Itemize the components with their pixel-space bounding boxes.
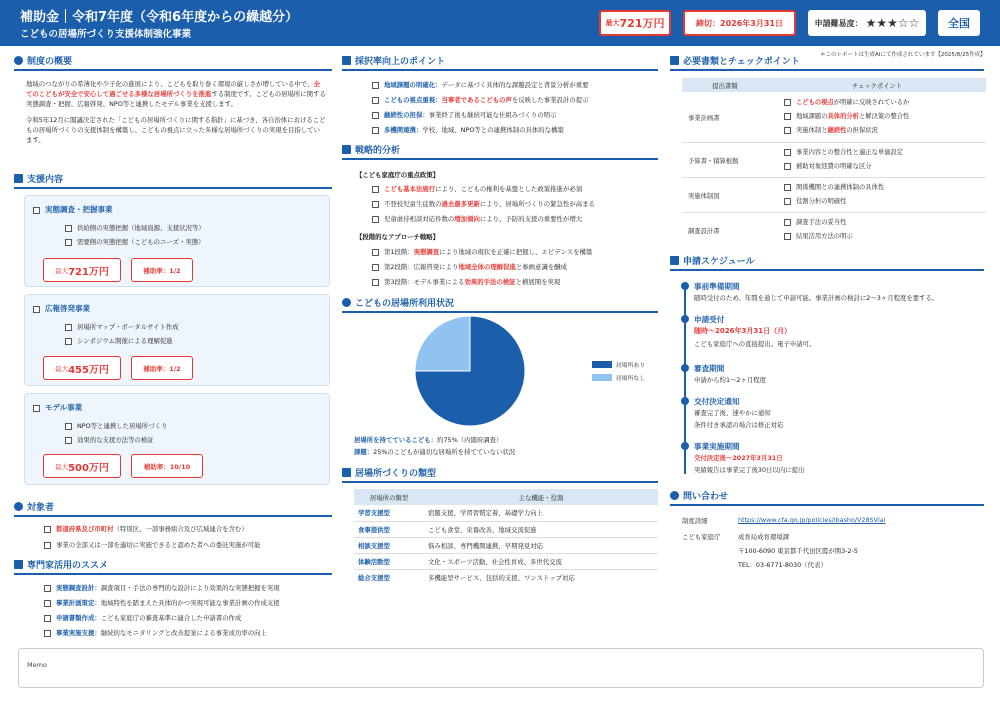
- phone-icon: [670, 491, 679, 500]
- table-header: [354, 489, 658, 505]
- point-item: こどもの視点重視：当事者であるこどもの声を反映した事業設計の提示: [372, 95, 589, 104]
- col-header: チェックポイント: [851, 82, 903, 90]
- usage-issue: 課題：25%のこどもが適切な居場所を持てていない状況: [354, 448, 516, 456]
- expert-item: 事業実施支援：継続的なモニタリングと改善提案による事業成功率の向上: [44, 628, 267, 637]
- rate-pill: 補助率：1/2: [131, 356, 193, 380]
- strategy-heading: 戦略的分析: [342, 143, 658, 160]
- expert-heading: 専門家活用のススメ: [14, 558, 332, 575]
- difficulty-stars: ★★★☆☆: [865, 16, 920, 30]
- legend-swatch: [592, 361, 612, 368]
- table-row: 相談支援型 悩み相談、専門機関連携、早期発見対応: [354, 537, 658, 553]
- table-row: 調査設計書 調査手法の妥当性 結果活用方法の明示: [682, 213, 986, 248]
- region-badge: 全国: [938, 10, 980, 36]
- contact-tel: TEL：03-6771-8030（代表）: [738, 561, 827, 569]
- amount-pill: 最大 721万円: [43, 258, 121, 282]
- col-header: 居場所の類型: [369, 493, 409, 502]
- overview-text: 地域のつながりの希薄化や少子化の進展により、こどもを取り巻く環境の厳しさが増している中で、全てのこどもが安全で安心して過ごせる多様な居場所づくりを推進する制度です。こどもの居場所に関する実態調査・把握、広報啓発、NPO等と連携したモデル事業を支援します。: [26, 80, 326, 108]
- card-item: NPO等と連携した居場所づくり: [65, 421, 167, 430]
- policy-item: 児童虐待相談対応件数の増加傾向により、予防的支援の重要性が増大: [372, 214, 582, 223]
- timeline-dot: [681, 364, 689, 372]
- building-icon: [342, 468, 351, 477]
- target-heading: 対象者: [14, 500, 332, 517]
- legend-label: 居場所なし: [616, 376, 645, 382]
- legend-label: 居場所あり: [616, 363, 645, 369]
- points-heading: 採択率向上のポイント: [342, 54, 658, 71]
- timeline-highlight: 交付決定後〜2027年3月31日: [694, 454, 783, 462]
- overview-text-2: 令和5年12月に閣議決定された「こどもの居場所づくりに関する指針」に基づき、各自治体におけるこどもの居場所づくりの支援体制を構築し、こどもの視点に立った多様な居場所づくりの実現を目指しています。: [26, 116, 326, 144]
- expert-item: 事業計画策定：地域特性を踏まえた具体的かつ実現可能な事業計画の作成支援: [44, 598, 280, 607]
- support-heading: 支援内容: [14, 172, 332, 189]
- table-header: [682, 78, 986, 92]
- timeline-desc: こども家庭庁への直接提出。電子申請可。: [694, 340, 816, 348]
- timeline-desc: 実績報告は事業完了後30日以内に提出: [694, 466, 805, 474]
- amount-pill: 最大 500万円: [43, 454, 121, 478]
- timeline-highlight: 随時〜2026年3月31日（月）: [694, 327, 792, 335]
- timeline-title: 交付決定通知: [694, 397, 740, 406]
- timeline-title: 事業実施期間: [694, 442, 740, 451]
- timeline-desc: 申請から約1〜2ヶ月程度: [694, 376, 767, 384]
- expert-item: 申請書類作成：こども家庭庁の審査基準に適合した申請書の作成: [44, 613, 241, 622]
- left-column: [14, 54, 332, 145]
- timeline-title: 事前準備期間: [694, 282, 740, 291]
- types-table: [354, 489, 658, 585]
- timeline-desc: 随時受付のため、年間を通じて申請可能。事業計画の検討に2〜3ヶ月程度を要する。: [694, 294, 939, 302]
- timeline-desc: 審査完了後、速やかに通知: [694, 409, 771, 417]
- contact-org: 成育局成育環境課: [738, 533, 790, 541]
- table-row: 学習支援型 宿題支援、学習習慣定着、基礎学力向上: [354, 505, 658, 521]
- policy-item: 不登校児童生徒数の過去最多更新により、居場所づくりの緊急性が高まる: [372, 199, 595, 208]
- support-card-model: [24, 393, 330, 485]
- usage-stat: 居場所を持てているこども：約75%（内閣府調査）: [354, 436, 503, 444]
- rate-pill: 補助率：1/2: [131, 258, 193, 282]
- policy-item: こども基本法施行により、こどもの権利を基盤とした政策推進が必須: [372, 184, 582, 193]
- card-item: 居場所マップ・ポータルサイト作成: [65, 322, 179, 331]
- table-row: 予算書・積算根拠 事業内容との整合性と適正な単価設定 補助対象経費の明確な区分: [682, 143, 986, 178]
- difficulty-badge: 申請難易度： ★★★☆☆: [808, 10, 926, 36]
- amount-pill: 最大 455万円: [43, 356, 121, 380]
- card-item: 効果的な支援方法等の検証: [65, 435, 154, 444]
- usage-pie-chart: [400, 314, 540, 430]
- deadline-badge: 締切：2026年3月31日: [683, 10, 796, 36]
- pin-icon: [342, 56, 351, 65]
- approach-item: 第3段階：モデル事業による効果的手法の検証と横展開を実現: [372, 277, 560, 286]
- timeline-dot: [681, 282, 689, 290]
- card-item: 需要側の実態把握（こどものニーズ・実態）: [65, 237, 205, 246]
- card-title: モデル事業: [33, 402, 82, 413]
- table-row: 実施体制図 関係機関との連携体制の具体性 役割分担の明確性: [682, 178, 986, 213]
- approach-item: 第2段階：広報啓発により地域全体の理解促進と参画意識を醸成: [372, 262, 567, 271]
- handshake-icon: [14, 174, 23, 183]
- target-item: 都道府県及び市町村（特別区、一部事務組合及び広域連合を含む）: [44, 524, 248, 533]
- info-icon: [14, 56, 23, 65]
- contact-label: こども家庭庁: [682, 533, 721, 541]
- target-item: 事業の全部又は一部を適切に実施できると認めた者への委託実施が可能: [44, 540, 261, 549]
- point-item: 地域課題の明確化：データに基づく具体的な課題設定と背景分析が重要: [372, 80, 589, 89]
- pie-slice-without-place: [415, 316, 470, 371]
- card-title: 広報啓発事業: [33, 303, 90, 314]
- timeline-dot: [681, 442, 689, 450]
- card-title: 実態調査・把握事業: [33, 204, 113, 215]
- docs-heading: 必要書類とチェックポイント: [670, 54, 984, 71]
- trend-icon: [342, 145, 351, 154]
- types-heading: 居場所づくりの類型: [342, 466, 658, 483]
- point-item: 継続性の担保：事業終了後も継続可能な仕組みづくりの明示: [372, 110, 556, 119]
- page-title: 補助金｜令和7年度（令和6年度からの繰越分）: [20, 10, 299, 25]
- col-header: 提出書類: [712, 82, 738, 90]
- timeline-title: 申請受付: [694, 315, 725, 324]
- card-item: 供給側の実態把握（地域資源、支援状況等）: [65, 223, 205, 232]
- table-row: 食事提供型 こども食堂、栄養改善、地域交流促進: [354, 521, 658, 537]
- table-row: 体験活動型 文化・スポーツ活動、社会性育成、多世代交流: [354, 553, 658, 569]
- policy-heading: 【こども家庭庁の重点政策】: [356, 171, 440, 179]
- card-item: シンポジウム開催による理解促進: [65, 336, 173, 345]
- ai-note: ＊このレポートは生成AIにて作成されています【2025/8/25作成】: [820, 52, 986, 58]
- page-subtitle: こどもの居場所づくり支援体制強化事業: [20, 29, 192, 40]
- overview-heading: 制度の概要: [14, 54, 332, 71]
- header-bar: [0, 0, 1000, 46]
- contact-heading: 問い合わせ: [670, 489, 984, 506]
- timeline-dot: [681, 315, 689, 323]
- point-item: 多機関連携：学校、地域、NPO等との連携体制の具体的な構築: [372, 125, 564, 134]
- contact-label: 制度詳細: [682, 517, 708, 525]
- schedule-heading: 申請スケジュール: [670, 254, 984, 271]
- people-icon: [14, 502, 23, 511]
- support-card-survey: [24, 195, 330, 287]
- contact-address: 〒100-6090 東京都千代田区霞が関3-2-5: [738, 547, 858, 555]
- timeline-dot: [681, 397, 689, 405]
- people-icon: [14, 560, 23, 569]
- table-row: 事業計画書 こどもの視点が明確に反映されているか 地域課題の具体的分析と解決策の整合性 実施体制と継続性の担保状況: [682, 92, 986, 143]
- support-card-pr: [24, 294, 330, 386]
- usage-heading: こどもの居場所利用状況: [342, 296, 658, 313]
- document-icon: [670, 56, 679, 65]
- docs-table: [682, 78, 986, 247]
- approach-item: 第1段階：実態調査により地域の現状を正確に把握し、エビデンスを構築: [372, 247, 592, 256]
- memo-box[interactable]: [18, 648, 984, 688]
- timeline-desc: 条件付き承認の場合は修正対応: [694, 421, 784, 429]
- chart-icon: [342, 298, 351, 307]
- expert-item: 実態調査設計：調査項目・手法の専門的な設計により効果的な実態把握を実現: [44, 583, 280, 592]
- rate-pill: 補助率：10/10: [131, 454, 203, 478]
- table-row: 総合支援型 多機能型サービス、包括的支援、ワンストップ対応: [358, 573, 575, 582]
- memo-label: Memo: [27, 661, 47, 669]
- timeline-title: 審査期間: [694, 364, 725, 373]
- legend-swatch: [592, 374, 612, 381]
- approach-heading: 【段階的なアプローチ戦略】: [356, 233, 440, 241]
- col-header: 主な機能・役割: [518, 493, 564, 502]
- detail-link[interactable]: https://www.cfa.go.jp/policies/ibasho/V28SVlai: [738, 516, 886, 524]
- max-amount-badge: 最大 721万円: [599, 10, 671, 36]
- calendar-icon: [670, 256, 679, 265]
